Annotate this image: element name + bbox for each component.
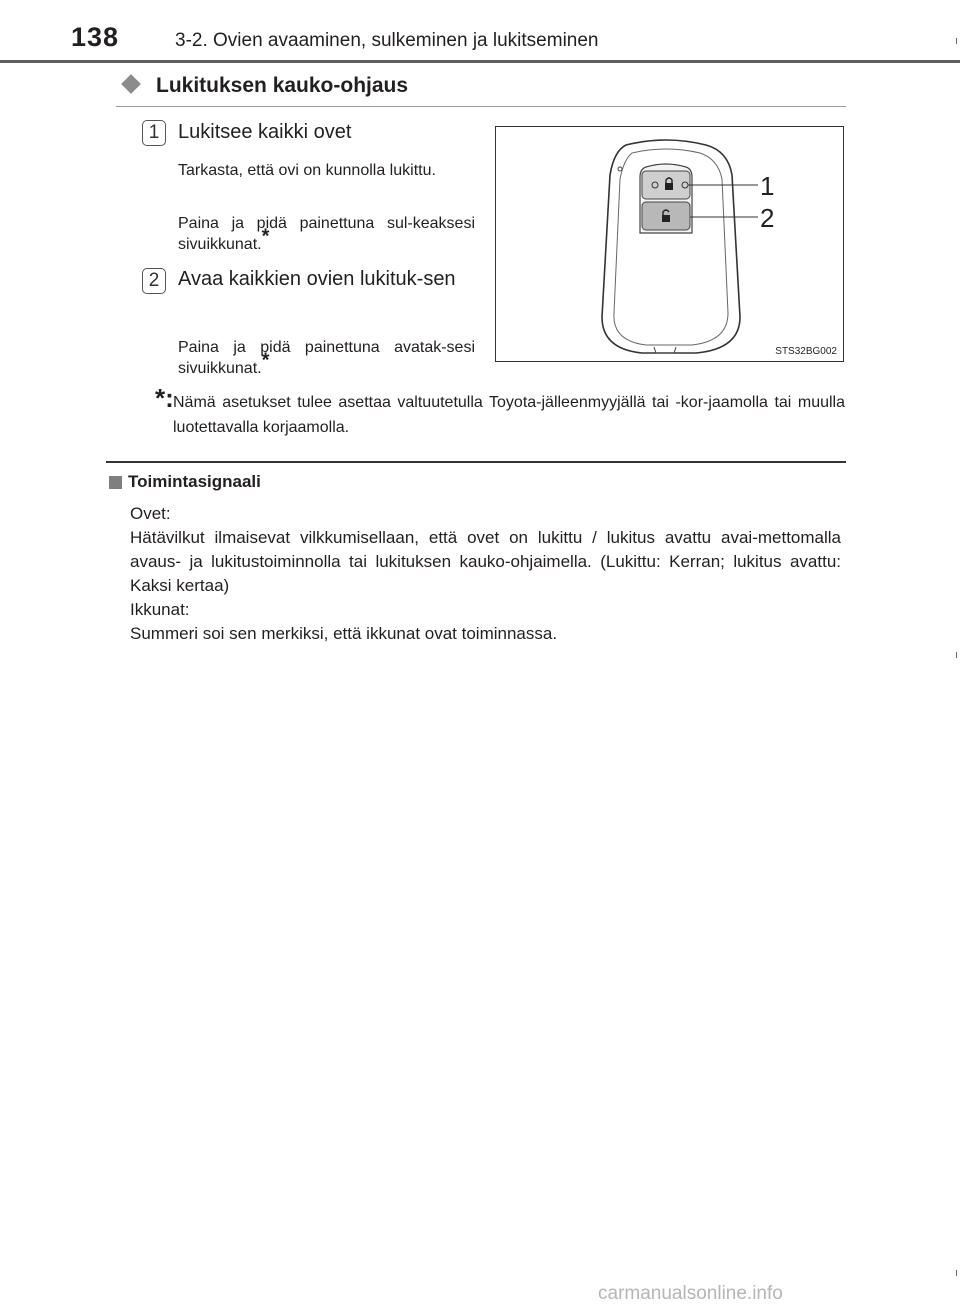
item-1-text-2-body: Paina ja pidä painettuna sul-keaksesi sivuikkunat. xyxy=(178,215,475,253)
header-rule xyxy=(0,60,960,63)
signal-line: Summeri soi sen merkiksi, että ikkunat ovat toiminnassa. xyxy=(130,624,558,643)
callout-2: 2 xyxy=(760,203,775,233)
section-title: Lukituksen kauko-ohjaus xyxy=(156,74,409,97)
signal-line: Hätävilkut ilmaisevat vilkkumisellaan, että ovet on lukittu / lukitus avattu avai-mettomalla avaus- ja lukitustoiminnolla tai lukituksen kauko-ohjaimella. (Lukittu: Kerran; lukitus avattu: Kaksi kertaa) xyxy=(130,528,841,595)
asterisk-mark: * xyxy=(261,225,270,248)
footnote-text: Nämä asetukset tulee asettaa valtuutetulla Toyota-jälleenmyyjällä tai -kor-jaamolla tai muulla luotettavalla korjaamolla. xyxy=(173,394,845,436)
item-2-text-1 xyxy=(178,337,475,379)
item-2-title: Avaa kaikkien ovien lukituk-sen xyxy=(178,268,456,290)
item-1-text-2 xyxy=(178,213,475,255)
watermark: carmanualsonline.info xyxy=(598,1283,783,1304)
smart-key-illustration xyxy=(496,127,842,360)
asterisk-mark: * xyxy=(261,349,270,372)
callout-1: 1 xyxy=(760,171,775,201)
signal-line: Ikkunat: xyxy=(130,600,190,619)
chapter-title: 3-2. Ovien avaaminen, sulkeminen ja lukitseminen xyxy=(175,30,599,51)
key-bottom-clip xyxy=(654,347,676,353)
item-1-badge: 1 xyxy=(142,120,166,146)
signal-line: Ovet: xyxy=(130,504,171,523)
key-ring-hole xyxy=(618,167,622,171)
edge-mark-mid xyxy=(956,652,957,658)
item-2-text-1-body: Paina ja pidä painettuna avatak-sesi sivuikkunat. xyxy=(178,339,475,377)
subsection-title: Toimintasignaali xyxy=(128,472,261,491)
lock-icon xyxy=(665,183,673,190)
key-figure xyxy=(495,126,844,362)
square-bullet-icon xyxy=(109,476,122,489)
unlock-icon xyxy=(662,215,670,222)
section-heading xyxy=(116,72,846,107)
item-1-title: Lukitsee kaikki ovet xyxy=(178,121,352,143)
edge-mark-top xyxy=(956,38,957,44)
figure-code: STS32BG002 xyxy=(775,346,837,357)
signal-description xyxy=(130,502,841,646)
item-2-badge: 2 xyxy=(142,268,166,294)
item-1-text-1: Tarkasta, että ovi on kunnolla lukittu. xyxy=(178,162,436,179)
diamond-bullet-icon xyxy=(121,74,141,94)
section-divider xyxy=(106,461,846,463)
page-number: 138 xyxy=(71,22,120,52)
footnote-marker: *: xyxy=(155,383,174,413)
edge-mark-bottom xyxy=(956,1270,957,1276)
